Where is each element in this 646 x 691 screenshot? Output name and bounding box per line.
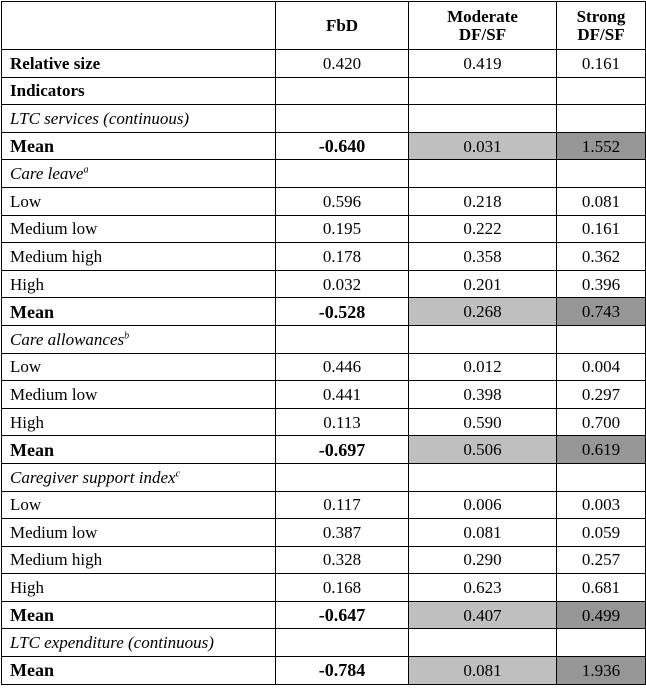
cell-fbd: 0.387 bbox=[276, 519, 409, 547]
section-title bbox=[2, 325, 276, 353]
mean-strong: 0.499 bbox=[557, 601, 646, 629]
cell-strong: 0.700 bbox=[557, 408, 646, 436]
header-strong-line1: Strong bbox=[576, 6, 626, 26]
section-title-text: LTC expenditure (continuous) bbox=[10, 633, 214, 653]
mean-strong: 1.552 bbox=[557, 132, 646, 160]
row-label: Medium high bbox=[2, 546, 276, 574]
cell-moderate: 0.012 bbox=[409, 353, 557, 381]
cell-moderate: 0.006 bbox=[409, 491, 557, 519]
table-row bbox=[2, 574, 646, 602]
relative-size-row bbox=[2, 50, 646, 78]
cell-fbd: 0.441 bbox=[276, 381, 409, 409]
mean-moderate: 0.407 bbox=[409, 601, 557, 629]
row-label: High bbox=[2, 574, 276, 602]
relative-size-moderate: 0.419 bbox=[409, 50, 557, 78]
footnote-marker: a bbox=[83, 164, 89, 176]
row-label: Low bbox=[2, 353, 276, 381]
empty-cell bbox=[409, 160, 557, 188]
mean-moderate: 0.268 bbox=[409, 298, 557, 326]
mean-label: Mean bbox=[2, 601, 276, 629]
table-row bbox=[2, 353, 646, 381]
header-moderate bbox=[409, 2, 557, 50]
cell-moderate: 0.590 bbox=[409, 408, 557, 436]
table-row bbox=[2, 546, 646, 574]
row-label: Medium low bbox=[2, 215, 276, 243]
cell-moderate: 0.358 bbox=[409, 243, 557, 271]
table-row bbox=[2, 270, 646, 298]
section-title-row bbox=[2, 105, 646, 133]
section-title-text: LTC services (continuous) bbox=[10, 108, 190, 128]
section-title bbox=[2, 160, 276, 188]
footnote-marker: b bbox=[124, 330, 130, 342]
empty-cell bbox=[557, 325, 646, 353]
cell-strong: 0.081 bbox=[557, 187, 646, 215]
row-label: Low bbox=[2, 491, 276, 519]
section-title-text: Caregiver support index bbox=[10, 467, 176, 487]
row-label: Medium high bbox=[2, 243, 276, 271]
header-strong bbox=[557, 2, 646, 50]
mean-label: Mean bbox=[2, 132, 276, 160]
header-row bbox=[2, 2, 646, 50]
mean-label: Mean bbox=[2, 657, 276, 685]
cell-strong: 0.059 bbox=[557, 519, 646, 547]
mean-moderate: 0.081 bbox=[409, 657, 557, 685]
header-fbd: FbD bbox=[276, 2, 409, 50]
empty-cell bbox=[557, 463, 646, 491]
relative-size-strong: 0.161 bbox=[557, 50, 646, 78]
cell-moderate: 0.290 bbox=[409, 546, 557, 574]
cell-strong: 0.161 bbox=[557, 215, 646, 243]
cell-strong: 0.681 bbox=[557, 574, 646, 602]
table-row bbox=[2, 491, 646, 519]
empty-cell bbox=[557, 160, 646, 188]
mean-row bbox=[2, 436, 646, 464]
cell-fbd: 0.195 bbox=[276, 215, 409, 243]
cell-strong: 0.004 bbox=[557, 353, 646, 381]
mean-fbd: -0.784 bbox=[276, 657, 409, 685]
header-moderate-line1: Moderate bbox=[447, 6, 518, 26]
cell-fbd: 0.032 bbox=[276, 270, 409, 298]
empty-cell bbox=[276, 463, 409, 491]
cell-moderate: 0.222 bbox=[409, 215, 557, 243]
section-title-row bbox=[2, 160, 646, 188]
mean-strong: 1.936 bbox=[557, 657, 646, 685]
section-title bbox=[2, 629, 276, 657]
cell-fbd: 0.168 bbox=[276, 574, 409, 602]
mean-row bbox=[2, 298, 646, 326]
cell-moderate: 0.398 bbox=[409, 381, 557, 409]
footnote-marker: c bbox=[175, 468, 181, 480]
cell-fbd: 0.596 bbox=[276, 187, 409, 215]
row-label: Medium low bbox=[2, 381, 276, 409]
mean-label: Mean bbox=[2, 298, 276, 326]
row-label: High bbox=[2, 408, 276, 436]
cell-moderate: 0.201 bbox=[409, 270, 557, 298]
empty-cell bbox=[409, 629, 557, 657]
cell-fbd: 0.117 bbox=[276, 491, 409, 519]
table-row bbox=[2, 215, 646, 243]
mean-label: Mean bbox=[2, 436, 276, 464]
section-title-text: Care leave bbox=[10, 164, 84, 184]
mean-fbd: -0.647 bbox=[276, 601, 409, 629]
cell-fbd: 0.446 bbox=[276, 353, 409, 381]
empty-cell bbox=[276, 105, 409, 133]
mean-moderate: 0.031 bbox=[409, 132, 557, 160]
table-body bbox=[2, 50, 646, 685]
cell-strong: 0.362 bbox=[557, 243, 646, 271]
relative-size-fbd: 0.420 bbox=[276, 50, 409, 78]
section-title bbox=[2, 105, 276, 133]
row-label: Medium low bbox=[2, 519, 276, 547]
section-title-text: Care allowances bbox=[10, 329, 125, 349]
empty-cell bbox=[276, 325, 409, 353]
row-label: High bbox=[2, 270, 276, 298]
cell-moderate: 0.081 bbox=[409, 519, 557, 547]
cell-strong: 0.297 bbox=[557, 381, 646, 409]
mean-fbd: -0.640 bbox=[276, 132, 409, 160]
empty-cell bbox=[276, 629, 409, 657]
mean-fbd: -0.697 bbox=[276, 436, 409, 464]
indicators-empty-cell bbox=[409, 77, 557, 105]
relative-size-label: Relative size bbox=[2, 50, 276, 78]
mean-moderate: 0.506 bbox=[409, 436, 557, 464]
table-row bbox=[2, 381, 646, 409]
latent-class-table bbox=[1, 1, 646, 685]
empty-cell bbox=[409, 325, 557, 353]
empty-cell bbox=[557, 105, 646, 133]
empty-cell bbox=[557, 629, 646, 657]
table-row bbox=[2, 519, 646, 547]
mean-row bbox=[2, 601, 646, 629]
empty-cell bbox=[276, 160, 409, 188]
mean-fbd: -0.528 bbox=[276, 298, 409, 326]
indicators-label: Indicators bbox=[2, 77, 276, 105]
cell-fbd: 0.328 bbox=[276, 546, 409, 574]
empty-cell bbox=[409, 105, 557, 133]
mean-strong: 0.743 bbox=[557, 298, 646, 326]
section-title-row bbox=[2, 463, 646, 491]
table-row bbox=[2, 187, 646, 215]
cell-strong: 0.003 bbox=[557, 491, 646, 519]
cell-strong: 0.396 bbox=[557, 270, 646, 298]
cell-fbd: 0.113 bbox=[276, 408, 409, 436]
indicators-empty-cell bbox=[276, 77, 409, 105]
header-strong-line2: DF/SF bbox=[577, 24, 625, 44]
row-label: Low bbox=[2, 187, 276, 215]
indicators-empty-cell bbox=[557, 77, 646, 105]
section-title bbox=[2, 463, 276, 491]
cell-strong: 0.257 bbox=[557, 546, 646, 574]
table-row bbox=[2, 243, 646, 271]
header-empty bbox=[2, 2, 276, 50]
cell-moderate: 0.218 bbox=[409, 187, 557, 215]
mean-row bbox=[2, 657, 646, 685]
mean-strong: 0.619 bbox=[557, 436, 646, 464]
table-row bbox=[2, 408, 646, 436]
cell-moderate: 0.623 bbox=[409, 574, 557, 602]
header-moderate-line2: DF/SF bbox=[458, 24, 507, 44]
section-title-row bbox=[2, 325, 646, 353]
indicators-row bbox=[2, 77, 646, 105]
mean-row bbox=[2, 132, 646, 160]
section-title-row bbox=[2, 629, 646, 657]
empty-cell bbox=[409, 463, 557, 491]
cell-fbd: 0.178 bbox=[276, 243, 409, 271]
